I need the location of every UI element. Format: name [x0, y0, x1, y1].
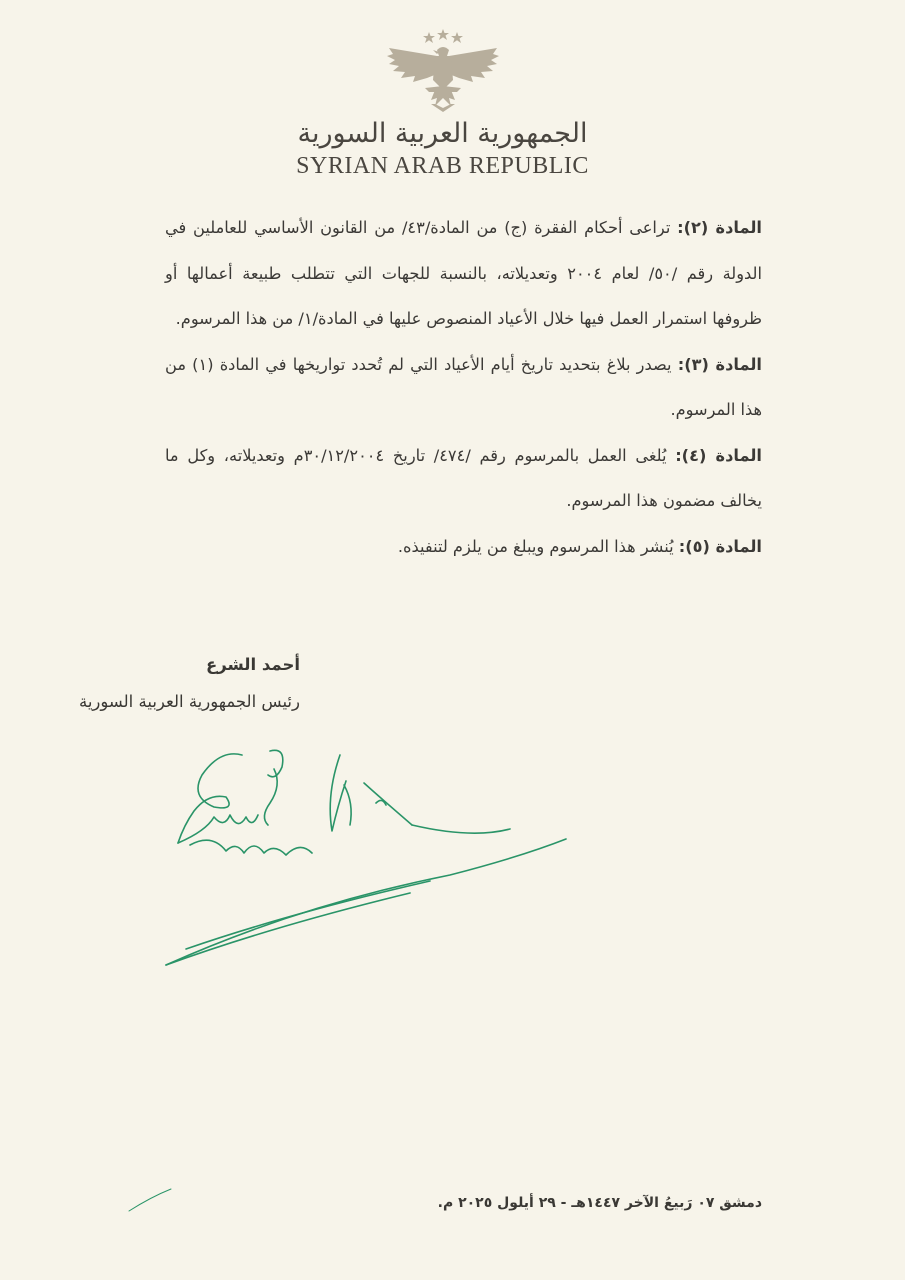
article-5 — [165, 524, 762, 570]
signatory-name: أحمد الشرع — [205, 655, 300, 674]
article-label: المادة (٤): — [675, 445, 762, 465]
article-text: يُلغى العمل بالمرسوم رقم /٤٧٤/ تاريخ ٣٠/١٢/٢٠٠٤م وتعديلاته، وكل — [187, 445, 667, 465]
signatory-title: رئيس الجمهورية العربية السورية — [78, 692, 300, 711]
article-text: يُنشر هذا المرسوم ويبلغ من يلزم لتنفيذه. — [397, 536, 674, 556]
ink-mark — [125, 1185, 175, 1215]
republic-title-arabic: الجمهورية العربية السورية — [297, 118, 588, 149]
article-label: المادة (٥): — [678, 536, 762, 556]
handwritten-signature — [150, 745, 570, 975]
article-text: للعاملين في الدولة رقم /٥٠/ لعام ٢٠٠٤ وتعديلاته، بالنسبة للجهات التي — [165, 218, 762, 283]
eagle-emblem — [385, 28, 501, 112]
article-label: المادة (٣): — [677, 354, 762, 374]
decree-body — [165, 205, 762, 569]
article-2 — [165, 205, 762, 342]
article-text: تراعى أحكام الفقرة (ج) من المادة/٤٣/ من القانون الأساسي — [254, 218, 671, 237]
article-text: ما يخالف مضمون هذا المرسوم. — [165, 445, 762, 510]
article-text: يصدر بلاغ بتحديد تاريخ أيام الأعياد التي لم تُحدد تواريخها في المادة — [219, 354, 672, 374]
article-4 — [165, 433, 762, 524]
article-label: المادة (٢): — [677, 218, 762, 237]
article-text: (١) من هذا المرسوم. — [165, 354, 762, 419]
article-text: المنصوص عليها في المادة/١/ من هذا المرسوم. — [175, 309, 493, 328]
issue-date: دمشق ٠٧ رَبيعُ الآخر ١٤٤٧هـ - ٢٩ أيلول ٢٠٢٥ م. — [437, 1195, 762, 1211]
republic-title-english: SYRIAN ARAB REPUBLIC — [296, 153, 589, 179]
article-text: تتطلب طبيعة أعمالها أو ظروفها استمرار العمل فيها خلال الأعياد — [165, 263, 762, 328]
article-3 — [165, 342, 762, 433]
